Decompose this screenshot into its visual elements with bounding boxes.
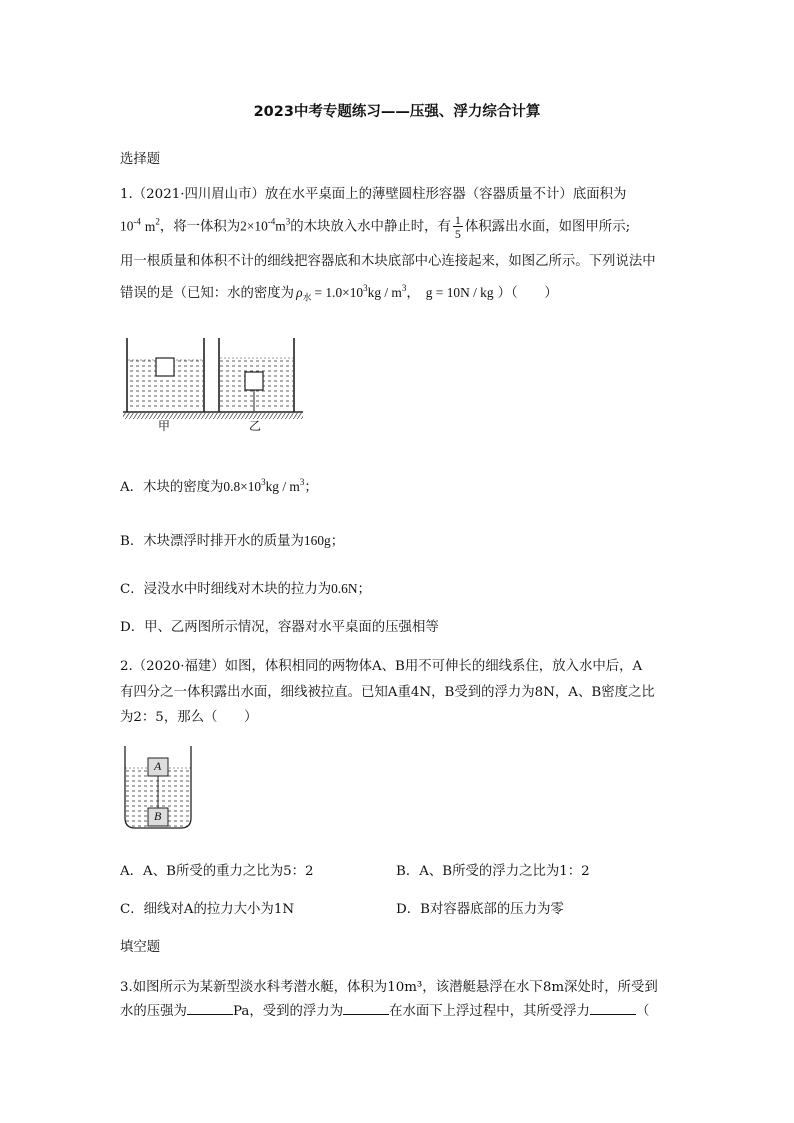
q1-line-3: 用一根质量和体积不计的细线把容器底和木块底部中心连接起来，如图乙所示。下列说法中 <box>120 254 656 269</box>
q1-option-c-value: 0.6N <box>331 581 358 596</box>
q1-line-4 <box>120 282 558 304</box>
q1-water-density-exp: 3 <box>363 283 368 293</box>
q1-line-2-text-b: 的木块放入水中静止时，有 <box>290 219 451 235</box>
q1-line-4-text-a: 错误的是（已知：水的密度为 <box>120 286 295 301</box>
q3-line-2-text-c: 在水面下上浮过程中，其所受浮力 <box>389 1004 590 1019</box>
q2-option-c: C．细线对A的拉力大小为1N <box>120 902 295 917</box>
wood-block-floating <box>156 358 174 376</box>
q1-line-1: 1.（2021·四川眉山市）放在水平桌面上的薄壁圆柱形容器（容器质量不计）底面积为 <box>120 187 627 202</box>
figure-label-yi: 乙 <box>249 419 262 433</box>
q3-line-2-text-a: 水的压强为 <box>120 1004 187 1019</box>
q1-option-b-end: ； <box>330 534 345 549</box>
q1-area-base-exp: -4 <box>133 216 141 227</box>
q1-option-c-text: C．浸没水中时细线对木块的拉力为 <box>120 582 332 597</box>
q1-option-a-text: A．木块的密度为 <box>120 480 224 495</box>
section-heading-fill: 填空题 <box>120 940 161 955</box>
section-heading-choice: 选择题 <box>120 152 161 167</box>
q3-blank-buoyancy[interactable] <box>343 1002 389 1015</box>
page-title: 2023中考专题练习——压强、浮力综合计算 <box>253 104 541 120</box>
q1-option-c-end: ； <box>357 582 371 597</box>
q2-option-d: D．B对容器底部的压力为零 <box>396 902 564 917</box>
q3-line-2-text-b: Pa，受到的浮力为 <box>232 1004 344 1019</box>
q1-fraction <box>453 214 463 240</box>
q1-gravity-value: g = 10N / kg <box>425 285 494 300</box>
q3-line-2 <box>120 1000 649 1019</box>
q1-line-2-text-a: ，将一体积为 <box>159 219 241 235</box>
table-surface <box>123 413 303 419</box>
q1-volume-unit: m <box>275 218 286 234</box>
q1-option-a-value: 0.8×10 <box>223 479 262 494</box>
container-yi <box>219 338 294 412</box>
figure-label-jia: 甲 <box>158 419 171 433</box>
q1-answer-bracket: ）（ ） <box>497 286 558 301</box>
q1-option-b-value: 160g <box>303 533 331 548</box>
q1-volume-base-exp: -4 <box>267 216 276 227</box>
q1-option-a-end: ； <box>304 480 318 495</box>
q1-fraction-denominator: 5 <box>454 227 461 241</box>
q1-option-c <box>120 578 371 597</box>
q1-option-b <box>120 530 344 549</box>
q1-area-unit-exp: 2 <box>155 216 160 227</box>
q1-option-b-text: B．木块漂浮时排开水的质量为 <box>120 534 304 549</box>
q3-line-2-text-d: （ <box>635 1004 650 1019</box>
q1-line-2 <box>120 214 630 240</box>
figure-label-a: A <box>154 759 162 773</box>
q1-line-2-text-c: 体积露出水面，如图甲所示; <box>464 219 631 235</box>
container-jia <box>127 338 204 412</box>
q2-line-1: 2.（2020·福建）如图，体积相同的两物体A、B用不可伸长的细线系住，放入水中后，A <box>120 659 643 674</box>
q1-area-base: 10 <box>120 218 134 234</box>
figure-label-b: B <box>154 809 162 823</box>
q2-line-2: 有四分之一体积露出水面，细线被拉直。已知A重4N，B受到的浮力为8N，A、B密度之比 <box>120 685 655 700</box>
q2-option-b: B．A、B所受的浮力之比为1：2 <box>396 864 590 879</box>
q1-water-density-unit-exp: 3 <box>401 283 407 293</box>
q1-option-a-unit-exp: 3 <box>299 477 305 487</box>
q1-volume-unit-exp: 3 <box>285 216 291 227</box>
q1-rho-symbol: ρ <box>296 285 303 300</box>
q1-water-density-unit: kg / m <box>367 285 402 300</box>
q1-option-a-exp: 3 <box>261 477 266 487</box>
q1-fraction-numerator: 1 <box>454 213 461 227</box>
q1-figure <box>118 334 308 434</box>
q1-option-d: D．甲、乙两图所示情况，容器对水平桌面的压强相等 <box>120 620 439 635</box>
q2-option-a: A．A、B所受的重力之比为5：2 <box>120 864 314 879</box>
q1-line-4-comma: ， <box>406 286 420 301</box>
q1-option-a-unit: kg / m <box>265 479 300 494</box>
q3-blank-buoyancy-change[interactable] <box>590 1002 636 1015</box>
q3-line-1: 3.如图所示为某新型淡水科考潜水艇，体积为10m³，该潜艇悬浮在水下8m深处时，所受到 <box>120 980 658 995</box>
q1-area-unit: m <box>144 218 156 234</box>
wood-block-submerged <box>245 372 263 390</box>
q1-volume-base: 2×10 <box>240 218 268 234</box>
q3-blank-pressure[interactable] <box>187 1002 233 1015</box>
q1-rho-subscript: 水 <box>302 293 312 304</box>
q1-option-a <box>120 476 318 495</box>
q2-line-3: 为2：5，那么（ ） <box>120 710 258 725</box>
q1-water-density: = 1.0×10 <box>314 285 364 300</box>
